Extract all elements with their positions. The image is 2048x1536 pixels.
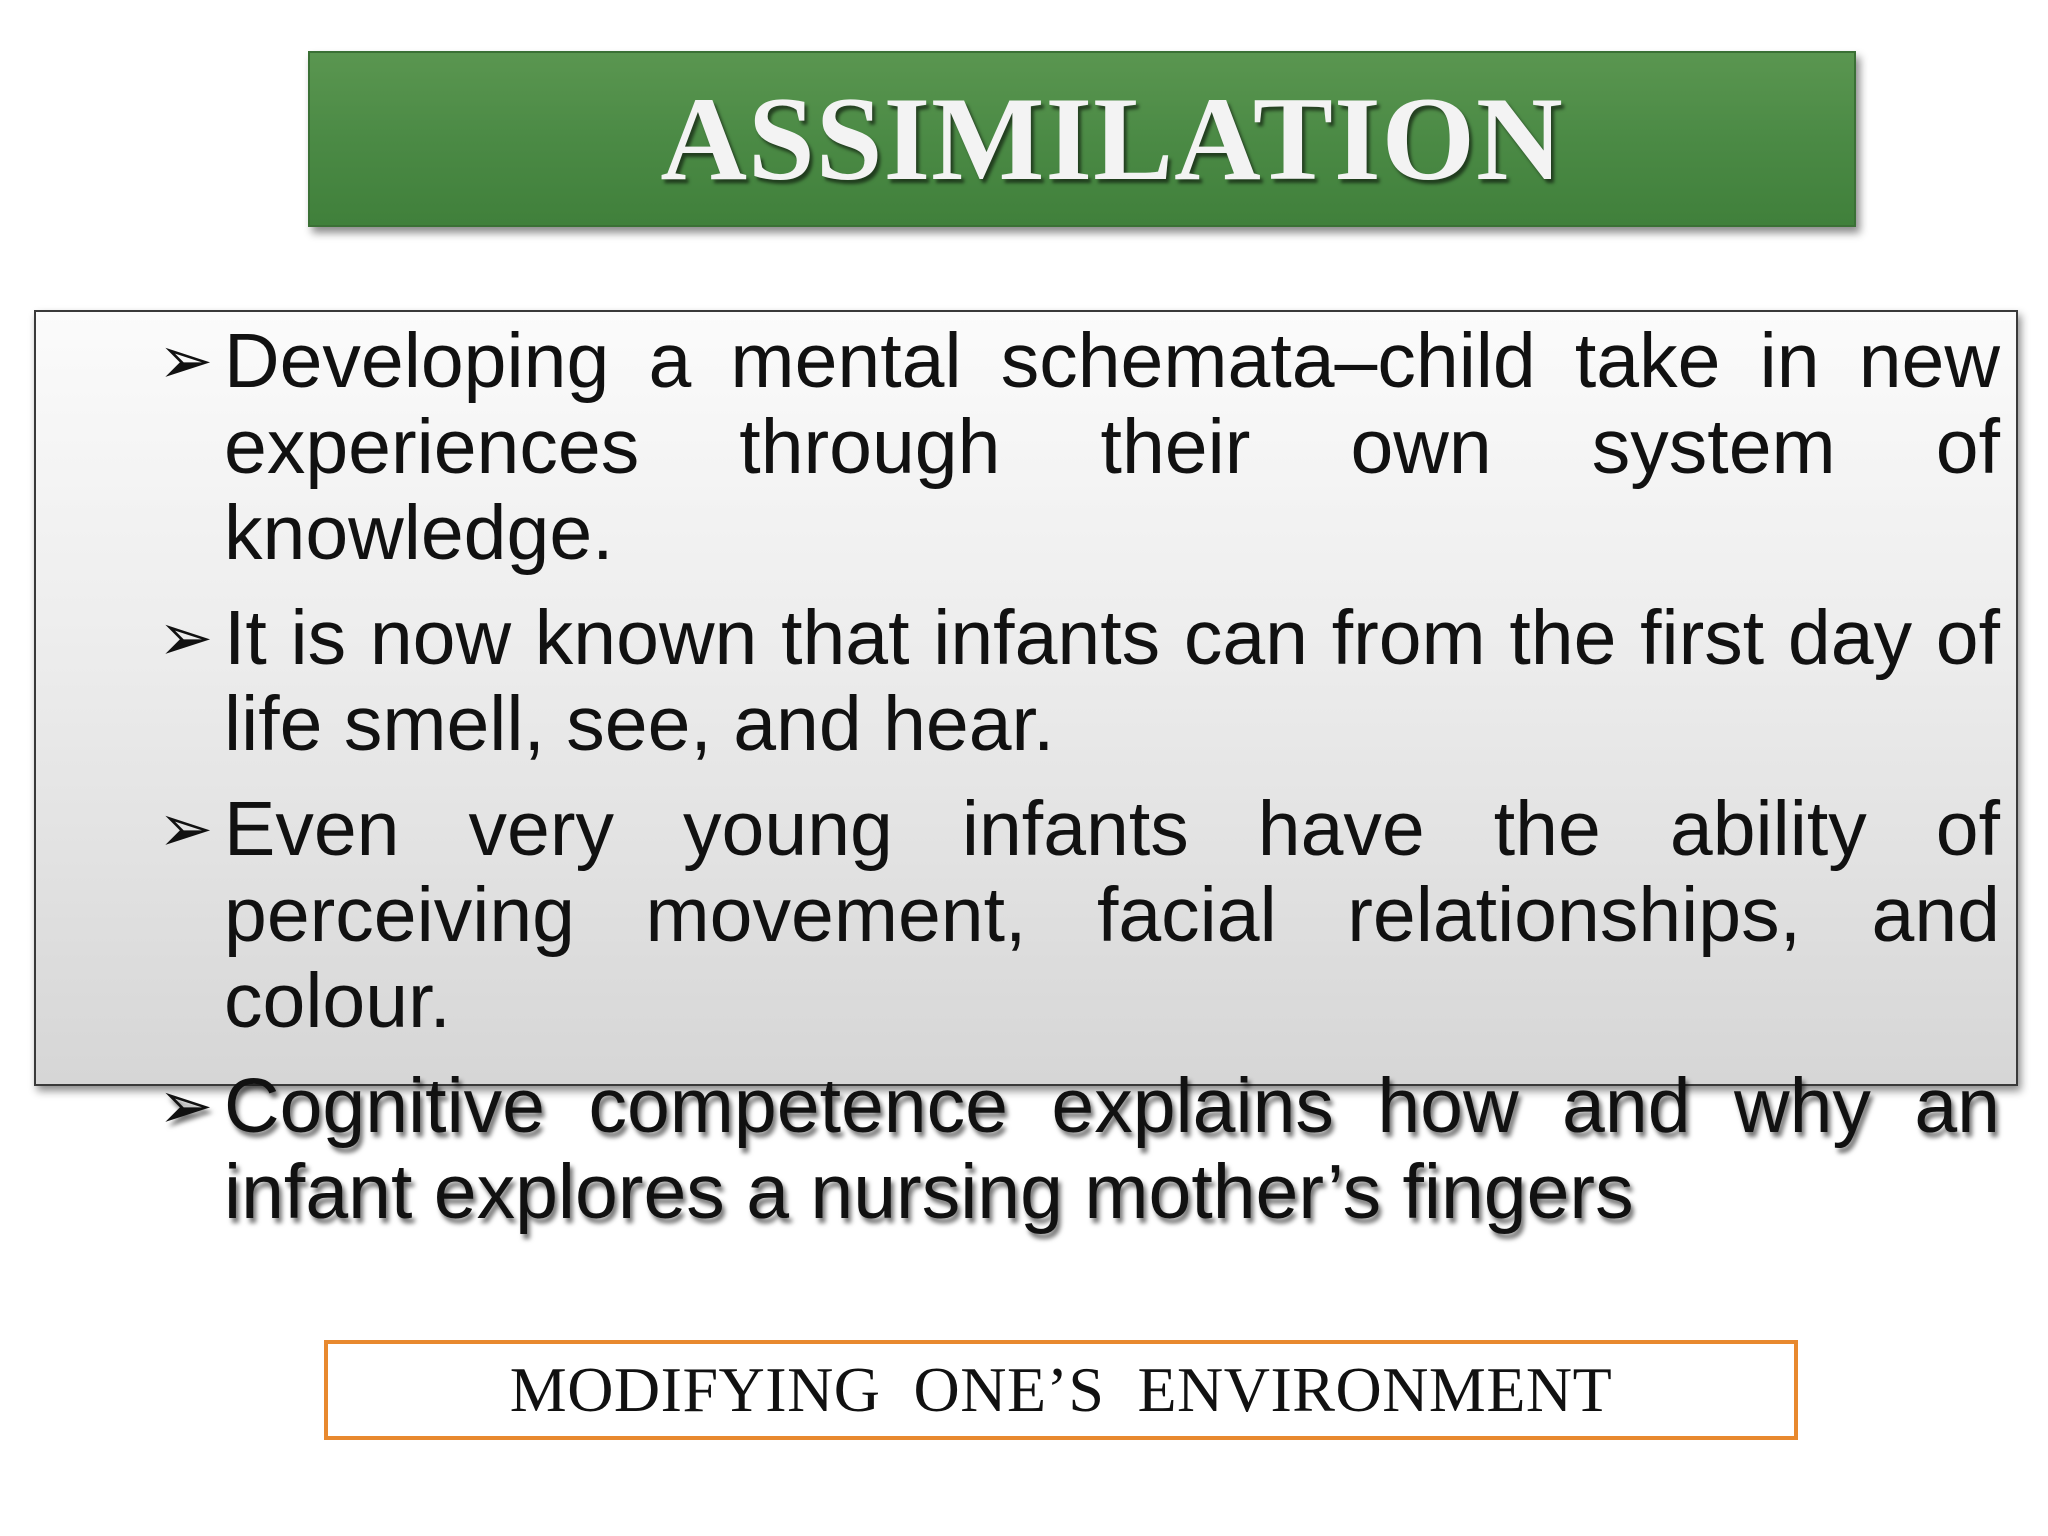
title-banner bbox=[308, 51, 1856, 227]
bullet-item bbox=[158, 595, 2000, 767]
bullet-text: Even very young infants have the ability of perceiving movement, facial relationships, and colour. bbox=[224, 786, 2000, 1044]
bullet-item bbox=[158, 786, 2000, 1044]
arrow-bullet-icon: ➢ bbox=[158, 322, 214, 399]
bullet-item bbox=[158, 1063, 2000, 1235]
arrow-bullet-icon: ➢ bbox=[158, 599, 214, 676]
slide-title: ASSIMILATION bbox=[660, 72, 1564, 205]
arrow-bullet-icon: ➢ bbox=[158, 790, 214, 867]
bullet-item bbox=[158, 318, 2000, 576]
bullet-text: It is now known that infants can from the first day of life smell, see, and hear. bbox=[224, 595, 2000, 767]
footer-text: MODIFYING ONE’S ENVIRONMENT bbox=[509, 1354, 1613, 1425]
bullet-list bbox=[158, 318, 2000, 1254]
arrow-bullet-icon: ➢ bbox=[158, 1067, 214, 1144]
bullet-text: Cognitive competence explains how and why an infant explores a nursing mother’s fingers bbox=[224, 1063, 2000, 1235]
footer-box bbox=[324, 1340, 1798, 1440]
bullet-text: Developing a mental schemata–child take in new experiences through their own system of knowledge. bbox=[224, 318, 2000, 576]
